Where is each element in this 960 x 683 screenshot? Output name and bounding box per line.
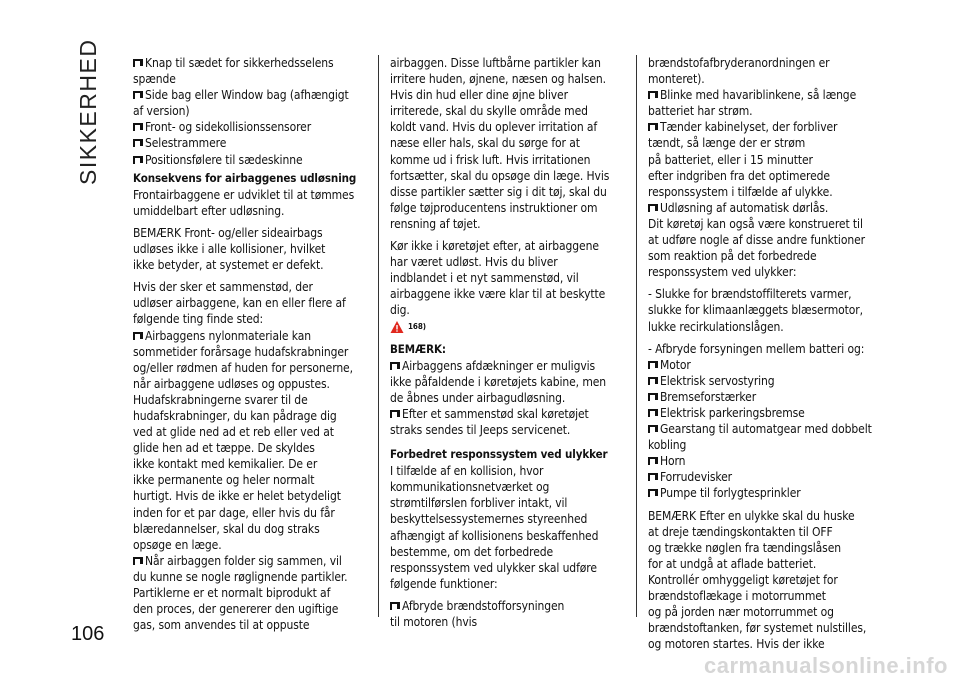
- text-line: [390, 184, 620, 200]
- bullet-line: [648, 453, 880, 469]
- bullet-icon: [133, 139, 142, 147]
- watermark: carmanualsonline.info: [704, 653, 948, 678]
- text-line: [390, 544, 620, 560]
- line-text: næse eller hals, skal du sørge for at: [390, 136, 580, 151]
- bullet-icon: [648, 409, 657, 417]
- text-line: [648, 232, 880, 248]
- text-line: [390, 254, 620, 270]
- line-text: Kør ikke i køretøjet efter, at airbaggene: [390, 239, 599, 254]
- line-text: du kunne se nogle røglignende partikler.: [133, 569, 348, 584]
- line-text: Forrudevisker: [660, 470, 733, 485]
- line-text: Hudafskrabningerne svarer til de: [133, 392, 308, 407]
- text-line: [133, 456, 365, 472]
- line-text: Pumpe til forlygtesprinkler: [660, 486, 801, 501]
- bullet-line: [648, 405, 880, 421]
- text-line: [133, 257, 365, 273]
- line-text: blæredannelser, skal du dog straks: [133, 521, 320, 536]
- text-line: [390, 302, 620, 318]
- bullet-line: [648, 200, 880, 216]
- line-text: Hvis din hud eller dine øjne bliver: [390, 88, 568, 103]
- bullet-icon: [648, 123, 657, 131]
- bullet-line: [648, 119, 880, 135]
- line-text: Positionsfølere til sædeskinne: [145, 152, 303, 167]
- text-line: [133, 569, 365, 585]
- line-text: Kontrollér omhyggeligt køretøjet for: [648, 572, 838, 587]
- line-text: følgende funktioner:: [390, 576, 498, 591]
- text-line: [133, 617, 365, 633]
- warning-ref-number: 168): [408, 321, 426, 331]
- text-line: [648, 55, 880, 71]
- text-line: [133, 360, 365, 376]
- bullet-icon: [133, 156, 142, 164]
- line-text: BEMÆRK Front- og/eller sideairbags: [133, 225, 323, 240]
- line-text: at udføre nogle af disse andre funktioner: [648, 233, 865, 248]
- line-text: brændstofafbryderanordningen er: [648, 56, 830, 70]
- line-text: udløser airbaggene, kan en eller flere af: [133, 296, 346, 311]
- bullet-icon: [390, 362, 399, 370]
- line-text: komme ud i frisk luft. Hvis irritationen: [390, 152, 591, 167]
- text-line: [390, 152, 620, 168]
- bullet-icon: [648, 457, 657, 465]
- bullet-line: [390, 358, 620, 374]
- line-text: de åbnes under airbagudløsning.: [390, 390, 566, 405]
- text-line: [133, 203, 365, 219]
- text-line: [390, 528, 620, 544]
- text-line: [133, 344, 365, 360]
- line-text: umiddelbart efter udløsning.: [133, 203, 285, 218]
- text-line: [648, 248, 880, 264]
- line-text: responssystem ved ulykker:: [648, 265, 797, 280]
- line-text: rensning af tøjet.: [390, 216, 481, 231]
- line-text: udløses ikke i alle kollisioner, hvilket: [133, 242, 326, 257]
- line-text: Når airbaggen folder sig sammen, vil: [145, 553, 342, 568]
- line-text: på batteriet, eller i 15 minutter: [648, 152, 813, 167]
- line-text: strømtilførslen forbliver intakt, vil: [390, 496, 568, 511]
- text-line: [133, 225, 365, 241]
- text-line: [390, 87, 620, 103]
- text-line: [390, 71, 620, 87]
- bullet-icon: [648, 425, 657, 433]
- line-text: bestemme, om det forbedrede: [390, 544, 554, 559]
- line-text: Partiklerne er et normalt biprodukt af: [133, 586, 331, 600]
- line-text: Forbedret responssystem ved ulykker: [390, 447, 608, 462]
- text-line: [390, 576, 620, 592]
- line-text: glide hen ad et tæppe. De skyldes: [133, 441, 315, 456]
- line-text: Elektrisk parkeringsbremse: [660, 405, 805, 420]
- line-text: ikke kontakt med kemikalier. De er: [133, 457, 318, 472]
- bullet-icon: [133, 557, 142, 565]
- line-text: BEMÆRK Efter en ulykke skal du huske: [648, 508, 855, 523]
- line-text: at dreje tændingskontakten til OFF: [648, 524, 833, 539]
- bullet-icon: [648, 204, 657, 212]
- line-text: monteret).: [648, 72, 705, 87]
- line-text: Airbaggens nylonmateriale kan: [145, 328, 311, 343]
- line-text: og trække nøglen fra tændingslåsen: [648, 540, 841, 555]
- line-text: Side bag eller Window bag (afhængigt: [145, 88, 349, 103]
- line-text: Gearstang til automatgear med dobbelt: [660, 422, 872, 437]
- bullet-line: [390, 406, 620, 422]
- line-text: Knap til sædet for sikkerhedsselens: [145, 56, 334, 70]
- paragraph-gap: [390, 438, 620, 444]
- line-text: gas, som anvendes til at oppuste: [133, 618, 310, 633]
- bullet-line: [648, 421, 880, 437]
- text-line: [648, 168, 880, 184]
- line-text: efter indgriben fra det optimerede: [648, 168, 830, 183]
- line-text: airbaggene ikke være klar til at beskytte: [390, 287, 606, 302]
- text-line: [133, 472, 365, 488]
- text-line: [133, 585, 365, 601]
- line-text: følge tøjproducentens instruktioner om: [390, 200, 598, 215]
- line-text: hudafskrabninger, du kan pådrage dig: [133, 408, 337, 423]
- text-line: [390, 216, 620, 232]
- text-line: [133, 392, 365, 408]
- text-line: [390, 463, 620, 479]
- line-text: og/eller rødmen af huden for personerne,: [133, 360, 353, 375]
- text-line: [390, 614, 620, 630]
- text-line: [133, 505, 365, 521]
- text-line: [648, 620, 880, 636]
- line-text: Frontairbaggene er udviklet til at tømmes: [133, 187, 355, 202]
- text-line: [648, 152, 880, 168]
- text-line: [133, 187, 365, 203]
- text-line: [648, 524, 880, 540]
- line-text: - Afbryde forsyningen mellem batteri og:: [648, 341, 865, 356]
- bullet-icon: [390, 410, 399, 418]
- text-line: [133, 279, 365, 295]
- text-line: [133, 103, 365, 119]
- line-text: tændt, så længe der er strøm: [648, 136, 806, 151]
- line-text: og på jorden nær motorrummet og: [648, 605, 834, 620]
- text-line: [390, 119, 620, 135]
- line-text: brændstoftanken, før systemet nulstilles,: [648, 621, 867, 636]
- line-text: Konsekvens for airbaggenes udløsning: [133, 170, 357, 185]
- line-text: Efter et sammenstød skal køretøjet: [402, 406, 589, 421]
- text-line: [133, 488, 365, 504]
- text-line: [390, 286, 620, 302]
- line-text: lukke recirkulationslågen.: [648, 319, 784, 334]
- line-text: disse partikler sætter sig i dit tøj, skal du: [390, 184, 607, 199]
- column-divider: [378, 55, 379, 617]
- text-line: [133, 601, 365, 617]
- bullet-line: [133, 135, 365, 151]
- text-line: [390, 422, 620, 438]
- line-text: Udløsning af automatisk dørlås.: [660, 200, 829, 215]
- line-text: afhængigt af kollisionens beskaffenhed: [390, 528, 599, 543]
- text-line: [648, 540, 880, 556]
- text-line: [648, 216, 880, 232]
- text-line: [390, 390, 620, 406]
- bullet-line: [133, 87, 365, 103]
- column-divider: [636, 55, 637, 617]
- line-text: Horn: [660, 454, 686, 469]
- text-line: [133, 71, 365, 87]
- section-title: SIKKERHED: [75, 38, 101, 185]
- text-line: [133, 311, 365, 327]
- line-text: ikke påfaldende i køretøjets kabine, men: [390, 374, 607, 389]
- text-column-3: [648, 55, 880, 652]
- line-text: responssystem i tilfælde af ulykke.: [648, 184, 833, 199]
- line-text: sommetider forårsage hudafskrabninger: [133, 344, 349, 359]
- bullet-icon: [133, 332, 142, 340]
- bullet-line: [133, 55, 365, 71]
- line-text: spænde: [133, 72, 176, 87]
- text-line: [648, 556, 880, 572]
- text-line: [648, 302, 880, 318]
- bullet-icon: [133, 123, 142, 131]
- line-text: responssystem ved ulykker skal udføre: [390, 560, 597, 575]
- line-text: dig.: [390, 303, 410, 318]
- line-text: kommunikationsnetværket og: [390, 480, 550, 495]
- line-text: irriterede, skal du skylle område med: [390, 104, 588, 119]
- bullet-line: [648, 469, 880, 485]
- bullet-icon: [648, 377, 657, 385]
- text-line: [648, 319, 880, 335]
- line-text: Blinke med havariblinkene, så længe: [660, 88, 857, 103]
- line-text: - Slukke for brændstoffilterets varmer,: [648, 287, 852, 302]
- text-line: [648, 604, 880, 620]
- text-line: [648, 508, 880, 524]
- bullet-line: [648, 485, 880, 501]
- bullet-icon: [648, 361, 657, 369]
- page-number: 106: [71, 623, 105, 645]
- line-text: I tilfælde af en kollision, hvor: [390, 464, 544, 479]
- text-line: [390, 511, 620, 527]
- line-text: som reaktion på det forbedrede: [648, 249, 817, 264]
- text-line: [133, 537, 365, 553]
- line-text: opsøge en læge.: [133, 537, 222, 552]
- text-line: [133, 424, 365, 440]
- warning-triangle-icon: [390, 320, 404, 334]
- text-line: [390, 55, 620, 71]
- text-line: [648, 572, 880, 588]
- line-text: kobling: [648, 438, 687, 453]
- line-text: fortsætter, skal du opsøge din læge. Hvis: [390, 168, 610, 183]
- line-text: slukke for klimaanlæggets blæsermotor,: [648, 303, 863, 318]
- text-column-1: [133, 55, 365, 633]
- line-text: Elektrisk servostyring: [660, 373, 775, 388]
- bullet-line: [648, 87, 880, 103]
- line-text: Front- og sidekollisionssensorer: [145, 120, 312, 135]
- bullet-icon: [648, 489, 657, 497]
- line-text: beskyttelsessystemernes styreenhed: [390, 512, 588, 527]
- bullet-line: [133, 119, 365, 135]
- text-line: [133, 440, 365, 456]
- text-line: [390, 560, 620, 576]
- text-line: [648, 103, 880, 119]
- text-line: [390, 238, 620, 254]
- section-heading: [390, 341, 620, 357]
- line-text: brændstoflækage i motorrummet: [648, 589, 826, 603]
- text-line: [648, 264, 880, 280]
- line-text: ikke permanente og heler normalt: [133, 473, 315, 488]
- line-text: har været udløst. Hvis du bliver: [390, 255, 558, 270]
- bullet-icon: [133, 59, 142, 67]
- text-line: [390, 135, 620, 151]
- text-line: [390, 103, 620, 119]
- text-line: [648, 286, 880, 302]
- text-line: [648, 341, 880, 357]
- line-text: BEMÆRK:: [390, 341, 446, 356]
- line-text: Tænder kabinelyset, der forbliver: [660, 120, 838, 135]
- text-line: [648, 71, 880, 87]
- text-line: [133, 408, 365, 424]
- bullet-icon: [390, 602, 399, 610]
- line-text: ved at glide ned ad et reb eller ved at: [133, 425, 334, 440]
- bullet-line: [133, 553, 365, 569]
- text-line: [648, 588, 880, 604]
- text-line: [133, 241, 365, 257]
- text-line: [133, 295, 365, 311]
- bullet-line: [648, 357, 880, 373]
- line-text: hurtigt. Hvis de ikke er helet betydeligt: [133, 489, 341, 504]
- line-text: koldt vand. Hvis du oplever irritation af: [390, 120, 598, 135]
- line-text: batteriet har strøm.: [648, 104, 753, 119]
- text-line: [390, 168, 620, 184]
- text-line: [390, 270, 620, 286]
- text-line: [133, 376, 365, 392]
- line-text: Afbryde brændstofforsyningen: [402, 598, 565, 613]
- bullet-line: [648, 373, 880, 389]
- text-line: [390, 200, 620, 216]
- line-text: Dit køretøj kan også være konstrueret til: [648, 216, 863, 231]
- bullet-icon: [133, 91, 142, 99]
- line-text: straks sendes til Jeeps servicenet.: [390, 422, 571, 437]
- line-text: af version): [133, 104, 190, 119]
- text-line: [390, 374, 620, 390]
- line-text: irritere huden, øjnene, næsen og halsen.: [390, 72, 606, 87]
- bullet-line: [390, 598, 620, 614]
- bullet-line: [133, 328, 365, 344]
- text-line: [390, 479, 620, 495]
- text-line: [648, 135, 880, 151]
- line-text: Selestrammere: [145, 136, 227, 151]
- line-text: Hvis der sker et sammenstød, der: [133, 280, 313, 295]
- line-text: følgende ting finde sted:: [133, 312, 264, 327]
- line-text: den proces, der genererer den ugiftige: [133, 602, 339, 617]
- line-text: airbaggen. Disse luftbårne partikler kan: [390, 56, 601, 70]
- line-text: Motor: [660, 357, 691, 372]
- bullet-icon: [648, 393, 657, 401]
- section-heading: [390, 446, 620, 462]
- line-text: for at undgå at aflade batteriet.: [648, 556, 817, 571]
- line-text: Bremseforstærker: [660, 389, 757, 404]
- section-heading: [133, 170, 365, 186]
- bullet-icon: [648, 473, 657, 481]
- warning-reference: [390, 319, 620, 339]
- text-line: [390, 495, 620, 511]
- text-column-2: [390, 55, 620, 630]
- line-text: til motoren (hvis: [390, 615, 478, 629]
- bullet-icon: [648, 91, 657, 99]
- line-text: og motoren startes. Hvis der ikke: [648, 637, 825, 652]
- text-line: [133, 521, 365, 537]
- line-text: når airbaggene udløses og oppustes.: [133, 376, 330, 391]
- bullet-line: [648, 389, 880, 405]
- line-text: Airbaggens afdækninger er muligvis: [402, 358, 596, 373]
- line-text: indblandet i et nyt sammenstød, vil: [390, 271, 579, 286]
- bullet-line: [133, 152, 365, 168]
- text-line: [648, 184, 880, 200]
- line-text: ikke betyder, at systemet er defekt.: [133, 258, 324, 273]
- line-text: inden for et par dage, eller hvis du får: [133, 505, 335, 520]
- text-line: [648, 636, 880, 652]
- text-line: [648, 437, 880, 453]
